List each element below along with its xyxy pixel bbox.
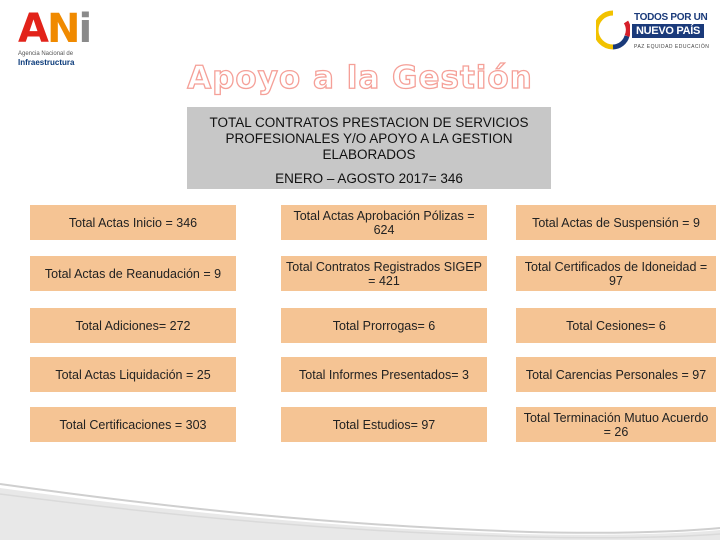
logo-right-line2: NUEVO PAÍS [632, 24, 704, 38]
logo-right-line3: PAZ EQUIDAD EDUCACIÓN [634, 44, 710, 50]
stat-card: Total Estudios= 97 [281, 407, 487, 442]
stat-card: Total Prorrogas= 6 [281, 308, 487, 343]
stat-card: Total Actas Liquidación = 25 [30, 357, 236, 392]
stat-card: Total Carencias Personales = 97 [516, 357, 716, 392]
stat-card: Total Terminación Mutuo Acuerdo = 26 [516, 407, 716, 442]
flag-ring-icon [596, 10, 630, 50]
stat-card: Total Certificados de Idoneidad = 97 [516, 256, 716, 291]
stat-card: Total Actas de Suspensión = 9 [516, 205, 716, 240]
stat-card: Total Certificaciones = 303 [30, 407, 236, 442]
stat-card: Total Informes Presentados= 3 [281, 357, 487, 392]
stat-card: Total Actas Aprobación Pólizas = 624 [281, 205, 487, 240]
page-title: Apoyo a la Gestión [187, 60, 533, 96]
banner-heading: TOTAL CONTRATOS PRESTACION DE SERVICIOS PROFESIONALES Y/O APOYO A LA GESTION ELABORADOS [209, 115, 529, 162]
stat-card: Total Actas Inicio = 346 [30, 205, 236, 240]
ani-logo-line2: Infraestructura [18, 58, 75, 67]
ani-logo [14, 6, 94, 68]
stat-card: Total Contratos Registrados SIGEP = 421 [281, 256, 487, 291]
summary-banner [187, 107, 551, 189]
stat-card: Total Adiciones= 272 [30, 308, 236, 343]
bottom-swoosh-decoration [0, 470, 720, 540]
logo-right-line1: TODOS POR UN [634, 12, 708, 23]
todos-por-un-nuevo-pais-logo [594, 6, 710, 58]
stat-card: Total Actas de Reanudación = 9 [30, 256, 236, 291]
ani-logo-line1: Agencia Nacional de [18, 51, 74, 57]
stat-card: Total Cesiones= 6 [516, 308, 716, 343]
ani-logo-mark: ANi [18, 6, 91, 52]
banner-period: ENERO – AGOSTO 2017= 346 [275, 171, 463, 186]
